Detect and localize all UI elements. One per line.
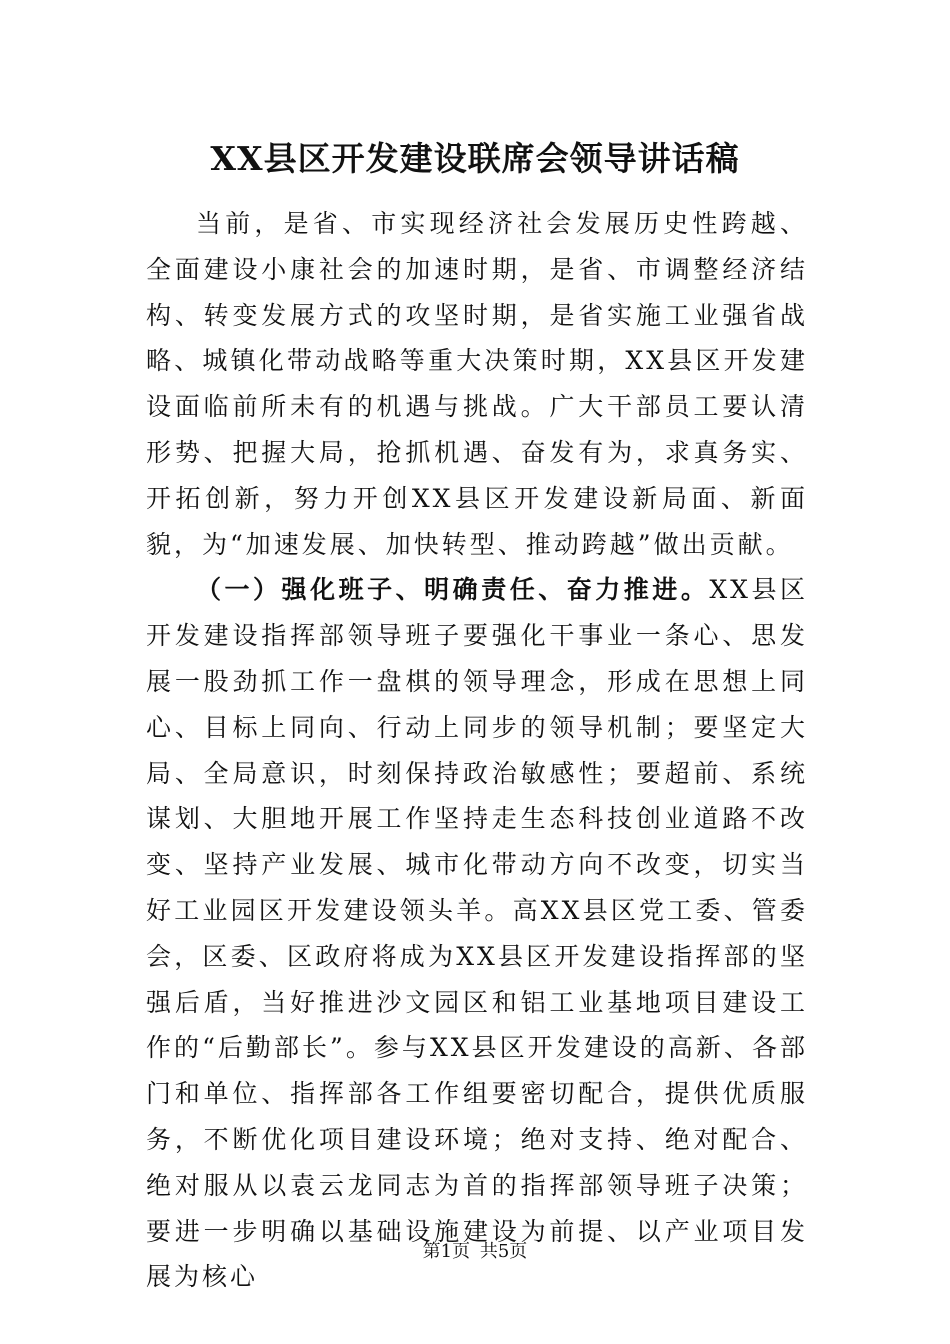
paragraph-section-1 — [146, 567, 808, 1300]
page-total: 共5页 — [479, 1241, 528, 1262]
paragraph-intro: 当前，是省、市实现经济社会发展历史性跨越、全面建设小康社会的加速时期，是省、市调整经济结构、转变发展方式的攻坚时期，是省实施工业强省战略、城镇化带动战略等重大决策时期，XX县区开发建设面临前所未有的机遇与挑战。广大干部员工要认清形势、把握大局，抢抓机遇、奋发有为，求真务实、开拓创新，努力开创XX县区开发建设新局面、新面貌，为“加速发展、加快转型、推动跨越”做出贡献。 — [146, 209, 808, 559]
page-footer — [0, 1240, 950, 1264]
document-body — [146, 201, 808, 1300]
document-title: XX县区开发建设联席会领导讲话稿 — [210, 139, 740, 178]
section-heading: （一）强化班子、明确责任、奋力推进。 — [196, 575, 710, 605]
page-number: 第1页 — [422, 1241, 471, 1262]
section-body: XX县区开发建设指挥部领导班子要强化干事业一条心、思发展一股劲抓工作一盘棋的领导理念，形成在思想上同心、目标上同向、行动上同步的领导机制；要坚定大局、全局意识，时刻保持政治敏感性；要超前、系统谋划、大胆地开展工作坚持走生态科技创业道路不改变、坚持产业发展、城市化带动方向不改变，切实当好工业园区开发建设领头羊。高XX县区党工委、管委会，区委、区政府将成为XX县区开发建设指挥部的坚强后盾，当好推进沙文园区和铝工业基地项目建设工作的“后勤部长”。参与XX县区开发建设的高新、各部门和单位、指挥部各工作组要密切配合，提供优质服务，不断优化项目建设环境；绝对支持、绝对配合、绝对服从以袁云龙同志为首的指挥部领导班子决策；要进一步明确以基础设施建设为前提、以产业项目发展为核心 — [146, 575, 808, 1292]
